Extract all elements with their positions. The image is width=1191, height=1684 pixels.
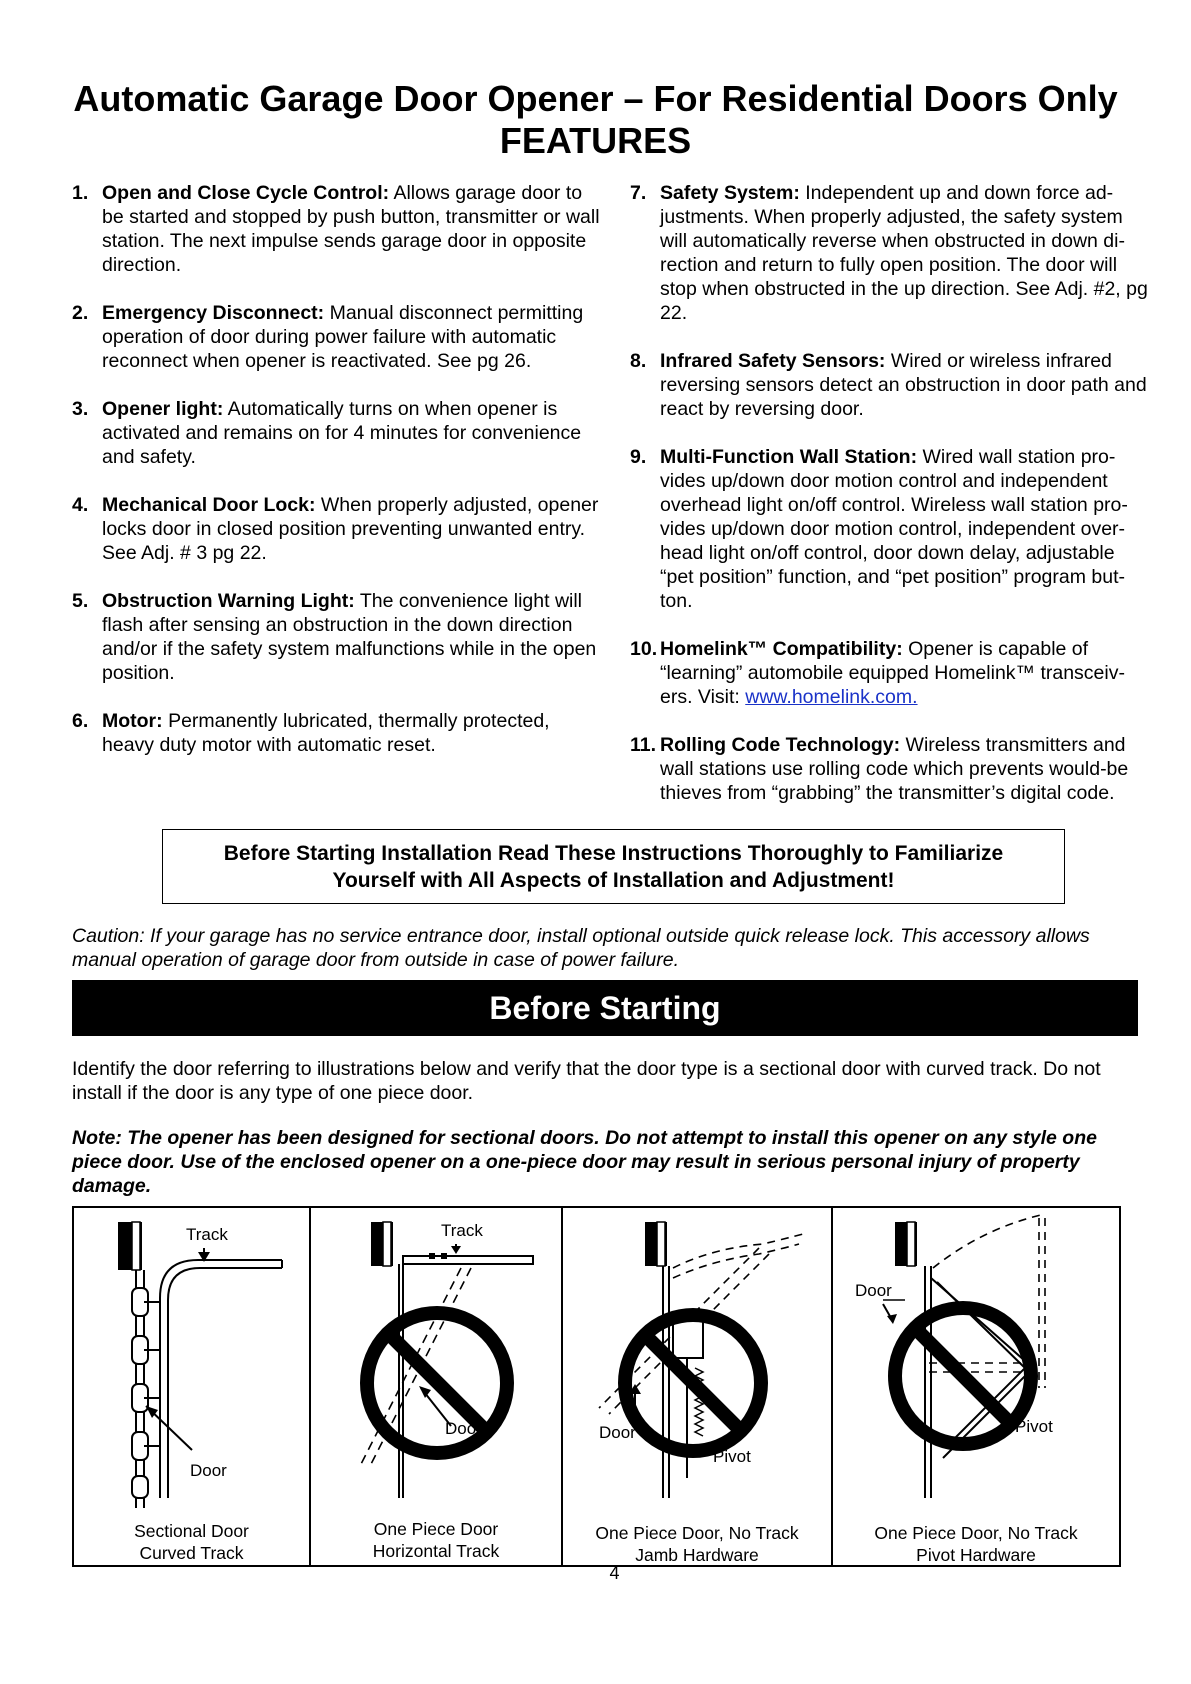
door-type-illustrations: [72, 1206, 1121, 1567]
feature-label: Multi-Function Wall Station:: [660, 446, 918, 468]
sectional-door-illustration: [74, 1208, 309, 1565]
feature-item: [72, 397, 602, 469]
caution-text: Caution: If your garage has no service entrance door, install optional outside quick release lock. This accessory allows manual operation of garage door from outside in case of power failure.: [72, 925, 1090, 971]
feature-item: [630, 637, 1150, 709]
sectional-door-note: Note: The opener has been designed for sectional doors. Do not attempt to install this opener on any style one piece door. Use of the enclosed opener on a one-piece door may result in serious personal injury of property damage.: [72, 1127, 1097, 1197]
feature-text: Wired wall station provides up/down door motion control and independent overhead light on/off control. Wireless wall station provides up/down door motion control, independent overhead light on/off control, door down delay, adjustable “pet position” function, and “pet position” program button.: [660, 446, 1128, 612]
feature-item: [630, 733, 1150, 805]
door-label: Door: [599, 1423, 636, 1442]
feature-item: [72, 709, 602, 757]
track-label: Track: [441, 1221, 483, 1240]
homelink-link[interactable]: www.homelink.com.: [745, 686, 918, 708]
features-right-column: [630, 181, 1150, 829]
door-label: Door: [190, 1461, 227, 1480]
feature-label: Rolling Code Technology:: [660, 734, 901, 756]
page-number: 4: [609, 1563, 620, 1583]
one-piece-horizontal-illustration: [311, 1208, 563, 1565]
feature-text: Opener is capable of “learning” automobile equipped Homelink™ transceivers. Visit:: [660, 638, 1125, 708]
notice-line-2: Yourself with All Aspects of Installation and Adjustment!: [332, 869, 895, 892]
door-label: Door: [445, 1419, 482, 1438]
feature-text: Independent up and down force adjustments. When properly adjusted, the safety system will automatically reverse when obstructed in down direction and return to fully open position. The door will stop when obstructed in the up direction. See Adj. #2, pg 22.: [660, 182, 1148, 324]
figure-caption-line-2: Pivot Hardware: [916, 1545, 1036, 1565]
feature-label: Mechanical Door Lock:: [102, 494, 316, 516]
figure-sectional-door: [74, 1208, 309, 1565]
notice-line-1: Before Starting Installation Read These Instructions Thoroughly to Familiarize: [223, 842, 1004, 865]
figure-caption-line-1: Sectional Door: [134, 1521, 249, 1541]
feature-item: [72, 181, 602, 277]
figure-caption-line-1: One Piece Door, No Track: [874, 1523, 1078, 1543]
feature-number: 3.: [72, 398, 89, 420]
feature-number: 2.: [72, 302, 89, 324]
feature-item: [72, 301, 602, 373]
feature-label: Emergency Disconnect:: [102, 302, 325, 324]
feature-text: When properly adjusted, opener locks door in closed position preventing unwanted entry. See Adj. # 3 pg 22.: [102, 494, 599, 564]
feature-text: Allows garage door to be started and stopped by push button, transmitter or wall station. The next impulse sends garage door in opposite direction.: [102, 182, 600, 276]
page-title: Automatic Garage Door Opener – For Residential Doors Only: [73, 78, 1118, 119]
feature-text: Wireless transmitters and wall stations use rolling code which prevents would-be thieves from “grabbing” the transmitter’s digital code.: [660, 734, 1129, 804]
feature-number: 10.: [630, 638, 658, 660]
feature-number: 4.: [72, 494, 89, 516]
features-left-column: [72, 181, 602, 781]
pivot-label: Pivot: [1015, 1417, 1053, 1436]
feature-number: 1.: [72, 182, 89, 204]
figure-one-piece-pivot-hardware: [831, 1208, 1119, 1565]
feature-number: 5.: [72, 590, 89, 612]
identify-door-text: Identify the door referring to illustrations below and verify that the door type is a sectional door with curved track. Do not install if the door is any type of one piece door.: [72, 1058, 1101, 1104]
feature-label: Opener light:: [102, 398, 224, 420]
feature-item: [630, 349, 1150, 421]
feature-label: Obstruction Warning Light:: [102, 590, 355, 612]
feature-text: Permanently lubricated, thermally protected, heavy duty motor with automatic reset.: [102, 710, 550, 756]
feature-label: Safety System:: [660, 182, 800, 204]
feature-item: [72, 493, 602, 565]
feature-text: Automatically turns on when opener is activated and remains on for 4 minutes for convenience and safety.: [102, 398, 582, 468]
feature-label: Open and Close Cycle Control:: [102, 182, 390, 204]
feature-item: [630, 181, 1150, 325]
pivot-label: Pivot: [713, 1447, 751, 1466]
track-label: Track: [186, 1225, 228, 1244]
figure-caption-line-2: Curved Track: [139, 1543, 244, 1563]
figure-one-piece-jamb-hardware: [561, 1208, 831, 1565]
figure-caption-line-1: One Piece Door: [373, 1519, 499, 1539]
features-heading: FEATURES: [499, 120, 692, 161]
installation-notice-box: [162, 829, 1065, 904]
feature-text: Manual disconnect permitting operation of door during power failure with automatic reconnect when opener is reactivated. See pg 26.: [102, 302, 584, 372]
feature-number: 9.: [630, 446, 647, 468]
figure-caption-line-2: Horizontal Track: [372, 1541, 500, 1561]
feature-number: 8.: [630, 350, 647, 372]
one-piece-jamb-illustration: [563, 1208, 833, 1565]
feature-label: Homelink™ Compatibility:: [660, 638, 903, 660]
feature-item: [630, 445, 1150, 613]
feature-label: Infrared Safety Sensors:: [660, 350, 886, 372]
feature-text: The convenience light will flash after sensing an obstruction in the down direction and/or if the safety system malfunctions while in the open position.: [102, 590, 597, 684]
feature-number: 11.: [630, 734, 657, 756]
feature-text: Wired or wireless infrared reversing sensors detect an obstruction in door path and react by reversing door.: [660, 350, 1147, 420]
feature-item: [72, 589, 602, 685]
feature-label: Motor:: [102, 710, 163, 732]
figure-caption-line-2: Jamb Hardware: [635, 1545, 759, 1565]
feature-number: 6.: [72, 710, 89, 732]
figure-one-piece-horizontal-track: [309, 1208, 561, 1565]
before-starting-heading: Before Starting: [72, 980, 1138, 1036]
one-piece-pivot-illustration: [833, 1208, 1121, 1565]
feature-number: 7.: [630, 182, 647, 204]
figure-caption-line-1: One Piece Door, No Track: [595, 1523, 799, 1543]
door-label: Door: [855, 1281, 892, 1300]
